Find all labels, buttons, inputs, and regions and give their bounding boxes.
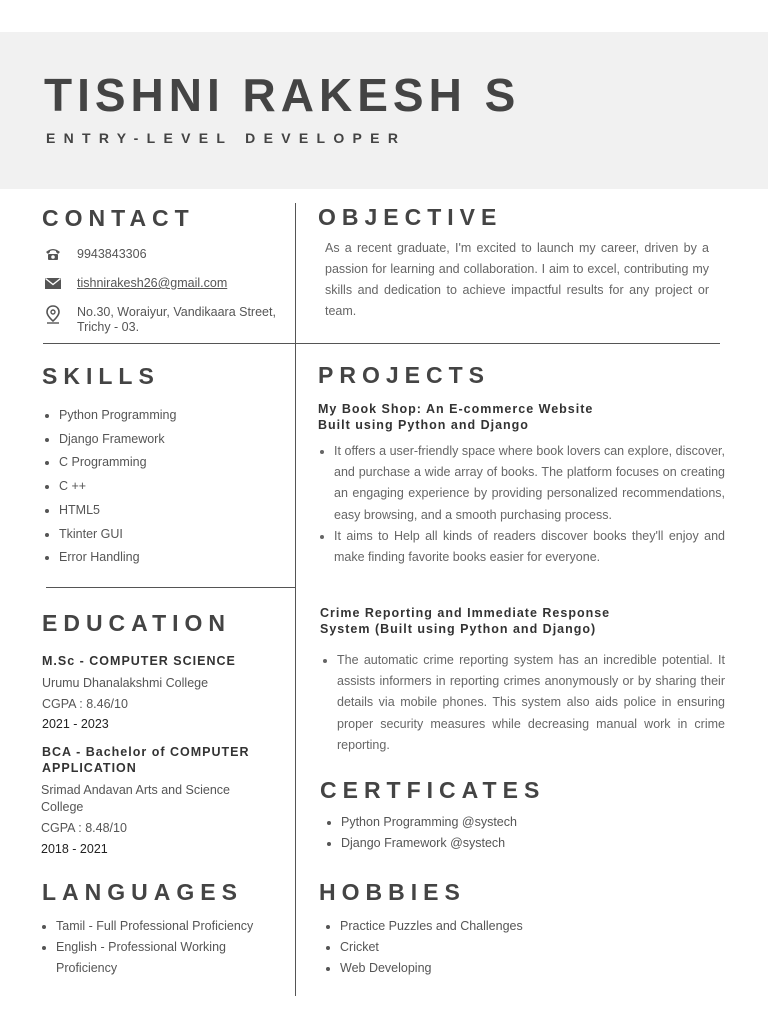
projects-heading: PROJECTS — [318, 362, 490, 388]
objective-text: As a recent graduate, I'm excited to launch my career, driven by a passion for learning and collaboration. I aim to excel, contributing my skills and dedication to achieve impactful results for any project or team. — [325, 241, 709, 318]
project-title-2: Crime Reporting and Immediate Response System (Built using Python and Django) — [320, 606, 611, 636]
list-item: • HTML5 — [59, 499, 299, 523]
list-item: • Cricket — [340, 937, 640, 958]
list-item: • Python Programming — [59, 404, 299, 428]
project-title-1: My Book Shop: An E-commerce Website Built using Python and Django — [318, 402, 594, 432]
list-item: • It aims to Help all kinds of readers discover books they'll enjoy and make finding favorite books easier for everyone. — [334, 526, 725, 568]
candidate-name: TISHNI RAKESH S — [44, 69, 521, 121]
contact-phone — [44, 247, 287, 265]
hobbies-heading: HOBBIES — [319, 879, 466, 905]
languages-heading: LANGUAGES — [42, 879, 243, 905]
objective-heading: OBJECTIVE — [318, 204, 503, 230]
cgpa-2: CGPA : 8.48/10 — [41, 821, 127, 835]
list-item: • Tamil - Full Professional Proficiency — [56, 916, 278, 937]
degree-1: M.Sc - COMPUTER SCIENCE — [42, 654, 236, 668]
project-1-bullets — [318, 441, 725, 568]
row-divider — [43, 343, 720, 344]
list-item: • Error Handling — [59, 546, 299, 570]
contact-address — [44, 305, 287, 335]
list-item: • C Programming — [59, 451, 299, 475]
contact-email — [44, 276, 287, 294]
skills-divider — [46, 587, 295, 588]
project-2-bullets — [321, 650, 725, 756]
list-item: • Django Framework @systech — [341, 833, 641, 854]
list-item: • Web Developing — [340, 958, 640, 979]
address-text: No.30, Woraiyur, Vandikaara Street, Trichy - 03. — [77, 305, 276, 334]
contact-heading: CONTACT — [42, 205, 195, 231]
certificates-heading: CERTFICATES — [320, 777, 546, 803]
college-1: Urumu Dhanalakshmi College — [42, 676, 209, 690]
degree-2: BCA - Bachelor of COMPUTER APPLICATION — [42, 745, 250, 775]
list-item: • English - Professional Working Proficiency — [56, 937, 278, 979]
list-item: • Practice Puzzles and Challenges — [340, 916, 640, 937]
skills-list — [43, 404, 299, 570]
phone-icon — [44, 247, 62, 265]
years-1: 2021 - 2023 — [42, 717, 109, 731]
hobbies-list — [324, 916, 640, 979]
location-pin-icon — [44, 305, 62, 323]
list-item: • Tkinter GUI — [59, 523, 299, 547]
mail-icon — [44, 276, 62, 294]
list-item: • Python Programming @systech — [341, 812, 641, 833]
college-2: Srimad Andavan Arts and Science College — [41, 783, 231, 814]
cgpa-1: CGPA : 8.46/10 — [42, 697, 128, 711]
column-divider-lower — [295, 713, 296, 996]
phone-number: 9943843306 — [77, 247, 147, 261]
candidate-role: ENTRY-LEVEL DEVELOPER — [46, 130, 407, 146]
years-2: 2018 - 2021 — [41, 842, 108, 856]
education-heading: EDUCATION — [42, 610, 232, 636]
skills-heading: SKILLS — [42, 363, 160, 389]
languages-list — [40, 916, 278, 979]
list-item: • The automatic crime reporting system has an incredible potential. It assists informers in reporting crimes anonymously or by sharing their details via mobile phones. This system also aids police in ensuring proper security measures while decreasing manual work in crime reporting. — [337, 650, 725, 756]
list-item: • It offers a user-friendly space where book lovers can explore, discover, and purchase a wide array of books. The platform focuses on creating an engaging experience by providing personalized recommendations, easy browsing, and a smooth purchasing process. — [334, 441, 725, 526]
list-item: • C ++ — [59, 475, 299, 499]
certificates-list — [325, 812, 641, 854]
list-item: • Django Framework — [59, 428, 299, 452]
email-link[interactable]: tishnirakesh26@gmail.com — [77, 276, 228, 290]
